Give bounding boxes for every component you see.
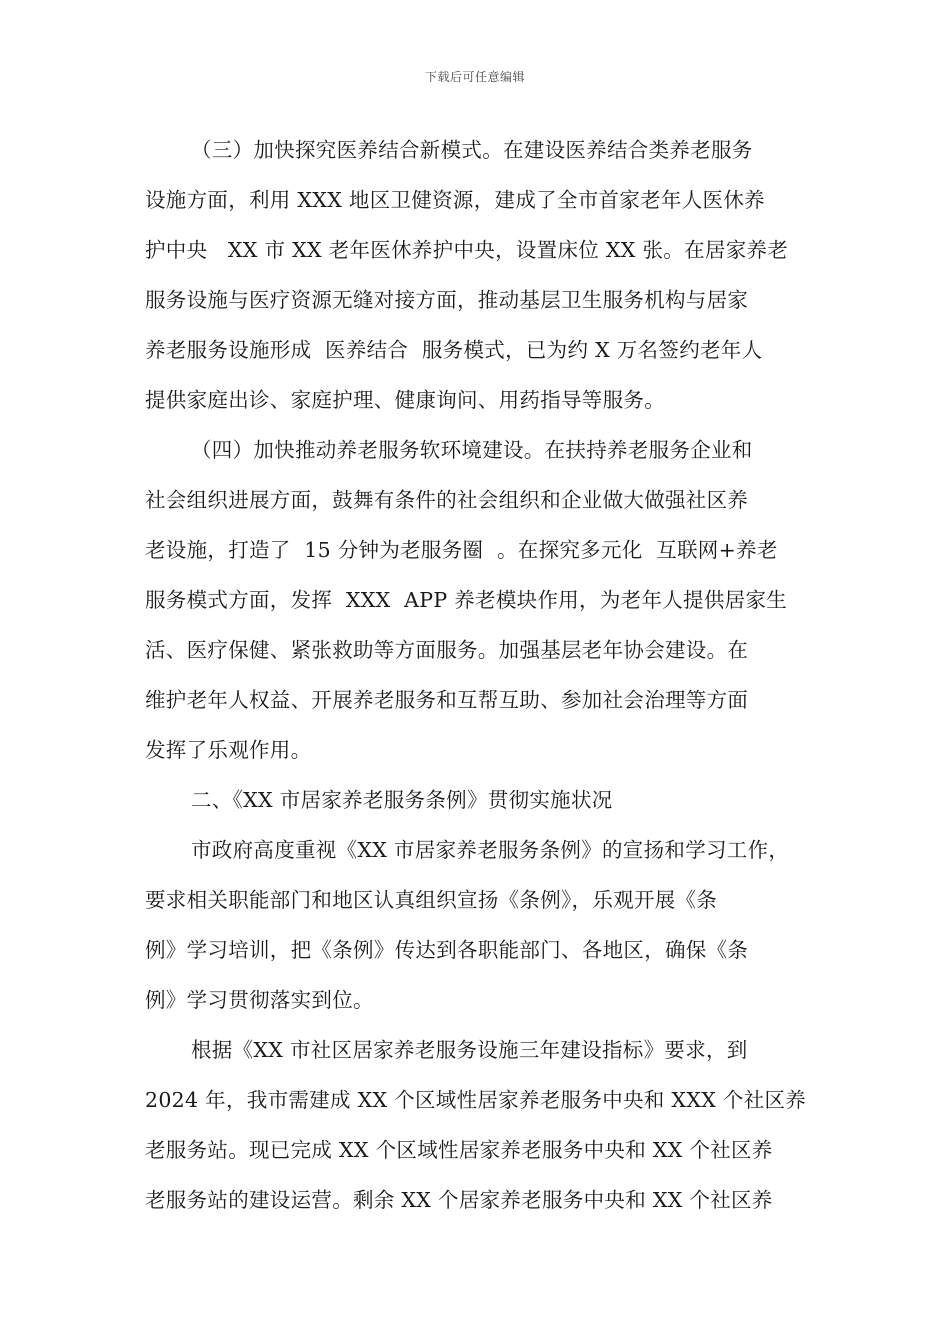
text-line: 例》学习贯彻落实到位。 bbox=[145, 988, 374, 1012]
paragraph-soft-environment bbox=[145, 428, 810, 778]
paragraph-medical-care-integration bbox=[145, 128, 810, 428]
text-line: 活、医疗保健、紧张救助等方面服务。加强基层老年协会建设。在 bbox=[145, 638, 749, 662]
paragraph-regulation-study bbox=[145, 828, 810, 1028]
text-line: 例》学习培训，把《条例》传达到各职能部门、各地区，确保《条 bbox=[145, 938, 749, 962]
text-line: 根据《XX 市社区居家养老服务设施三年建设指标》要求，到 bbox=[191, 1038, 748, 1062]
document-body bbox=[145, 128, 810, 1228]
text-line: 发挥了乐观作用。 bbox=[145, 738, 312, 762]
text-line: （四）加快推动养老服务软环境建设。在扶持养老服务企业和 bbox=[191, 438, 753, 462]
text-line: （三）加快探究医养结合新模式。在建设医养结合类养老服务 bbox=[191, 138, 753, 162]
page-header: 下载后可任意编辑 bbox=[424, 70, 525, 84]
text-line: 要求相关职能部门和地区认真组织宣扬《条例》，乐观开展《条 bbox=[145, 888, 718, 912]
section-heading: 二、《XX 市居家养老服务条例》贯彻实施状况 bbox=[191, 788, 613, 812]
text-line: 老设施，打造了 15 分钟为老服务圈 。在探究多元化 互联网+养老 bbox=[145, 538, 778, 562]
text-line: 护中央 XX 市 XX 老年医休养护中央，设置床位 XX 张。在居家养老 bbox=[145, 238, 789, 262]
text-line: 设施方面，利用 XXX 地区卫健资源，建成了全市首家老年人医休养 bbox=[145, 188, 765, 212]
text-line: 提供家庭出诊、家庭护理、健康询问、用药指导等服务。 bbox=[145, 388, 665, 412]
section-heading-2 bbox=[145, 778, 810, 828]
text-line: 维护老年人权益、开展养老服务和互帮互助、参加社会治理等方面 bbox=[145, 688, 749, 712]
text-line: 服务模式方面，发挥 XXX APP 养老模块作用，为老年人提供居家生 bbox=[145, 588, 788, 612]
text-line: 服务设施与医疗资源无缝对接方面，推动基层卫生服务机构与居家 bbox=[145, 288, 749, 312]
paragraph-construction-targets bbox=[145, 1028, 810, 1228]
text-line: 市政府高度重视《XX 市居家养老服务条例》的宣扬和学习工作， bbox=[191, 838, 790, 862]
text-line: 2024 年，我市需建成 XX 个区域性居家养老服务中央和 XXX 个社区养 bbox=[145, 1088, 807, 1112]
text-line: 社会组织进展方面，鼓舞有条件的社会组织和企业做大做强社区养 bbox=[145, 488, 749, 512]
text-line: 老服务站的建设运营。剩余 XX 个居家养老服务中央和 XX 个社区养 bbox=[145, 1188, 773, 1212]
text-line: 养老服务设施形成 医养结合 服务模式，已为约 X 万名签约老年人 bbox=[145, 338, 763, 362]
text-line: 老服务站。现已完成 XX 个区域性居家养老服务中央和 XX 个社区养 bbox=[145, 1138, 773, 1162]
